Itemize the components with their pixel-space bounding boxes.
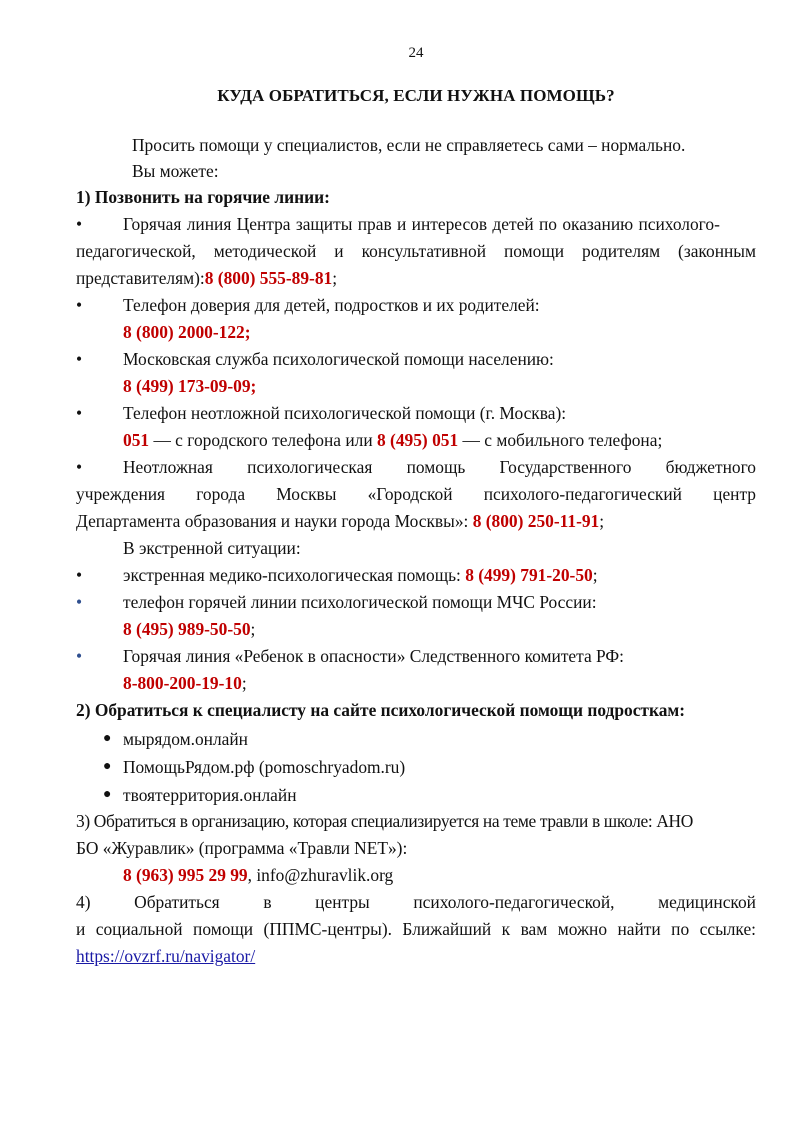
- bullet-icon: •: [76, 457, 83, 477]
- section3-contacts: [123, 865, 393, 885]
- section3-line-1: 3) Обратиться в организацию, которая специализируется на теме травли в школе: АНО: [76, 811, 693, 831]
- bullet-icon: ●: [103, 731, 112, 746]
- hotline-item-1-line3: представителям):8 (800) 555-89-81;: [76, 268, 338, 288]
- bullet-icon: •: [76, 349, 83, 369]
- site-link[interactable]: твоятерритория.онлайн: [123, 785, 297, 805]
- hotline-item-5-line3: Департамента образования и науки города Москвы»: 8 (800) 250-11-91;: [76, 511, 605, 531]
- bullet-icon: •: [76, 565, 83, 585]
- navigator-link[interactable]: https://ovzrf.ru/navigator/: [76, 946, 256, 966]
- hotline-item-5-line2: учреждения города Москвы «Городской психолого-педагогический центр: [76, 484, 756, 504]
- section2-heading: 2) Обратиться к специалисту на сайте психологической помощи подросткам:: [76, 700, 686, 720]
- email-address[interactable]: , info@zhuravlik.org: [247, 865, 394, 885]
- hotline-item-4-phones: 051 — с городского телефона или 8 (495) 051 — с мобильного телефона;: [123, 430, 663, 450]
- intro-line-2: Вы можете:: [132, 161, 219, 181]
- phone-number[interactable]: 8 (495) 989-50-50: [123, 619, 251, 639]
- intro-line-1: Просить помощи у специалистов, если не справляетесь сами – нормально.: [132, 135, 686, 155]
- section4-line-1: 4) Обратиться в центры психолого-педагогической, медицинской: [76, 892, 756, 912]
- hotline-item-1-line2: педагогической, методической и консультативной помощи родителям (законным: [76, 241, 756, 261]
- emergency-label: В экстренной ситуации:: [123, 538, 301, 558]
- page-title: КУДА ОБРАТИТЬСЯ, ЕСЛИ НУЖНА ПОМОЩЬ?: [217, 86, 615, 105]
- bullet-icon: •: [76, 592, 83, 612]
- bullet-icon: ●: [103, 759, 112, 774]
- phone-number[interactable]: 8 (800) 250-11-91: [472, 511, 600, 531]
- bullet-icon: •: [76, 646, 83, 666]
- section4-line-2: и социальной помощи (ППМС-центры). Ближайший к вам можно найти по ссылке:: [76, 919, 756, 939]
- phone-number[interactable]: 8 (963) 995 29 99: [123, 865, 248, 885]
- hotline-item-1-text: Горячая линия Центра защиты прав и интересов детей по оказанию психолого-: [123, 214, 720, 234]
- section3-line-2: БО «Журавлик» (программа «Травли NET»):: [76, 838, 408, 858]
- emergency-item-3-phone: 8-800-200-19-10;: [123, 673, 247, 693]
- phone-number[interactable]: 8-800-200-19-10: [123, 673, 242, 693]
- phone-number[interactable]: 8 (800) 2000-122;: [123, 322, 251, 342]
- bullet-icon: •: [76, 214, 83, 234]
- bullet-icon: •: [76, 295, 83, 315]
- phone-number[interactable]: 8 (499) 791-20-50: [465, 565, 593, 585]
- page-number: 24: [408, 45, 424, 61]
- phone-number[interactable]: 8 (800) 555-89-81: [204, 268, 333, 288]
- bullet-icon: ●: [103, 787, 112, 802]
- emergency-item-2-phone: 8 (495) 989-50-50;: [123, 619, 256, 639]
- site-link[interactable]: ПомощьРядом.рф (pomoschryadom.ru): [123, 757, 406, 777]
- section4-link-line: [76, 946, 255, 966]
- phone-number[interactable]: 051: [123, 430, 150, 450]
- phone-number[interactable]: 8 (499) 173-09-09;: [123, 376, 257, 396]
- bullet-icon: •: [76, 403, 83, 423]
- phone-number[interactable]: 8 (495) 051: [377, 430, 459, 450]
- section1-heading: 1) Позвонить на горячие линии:: [76, 187, 330, 207]
- site-link[interactable]: мырядом.онлайн: [123, 729, 248, 749]
